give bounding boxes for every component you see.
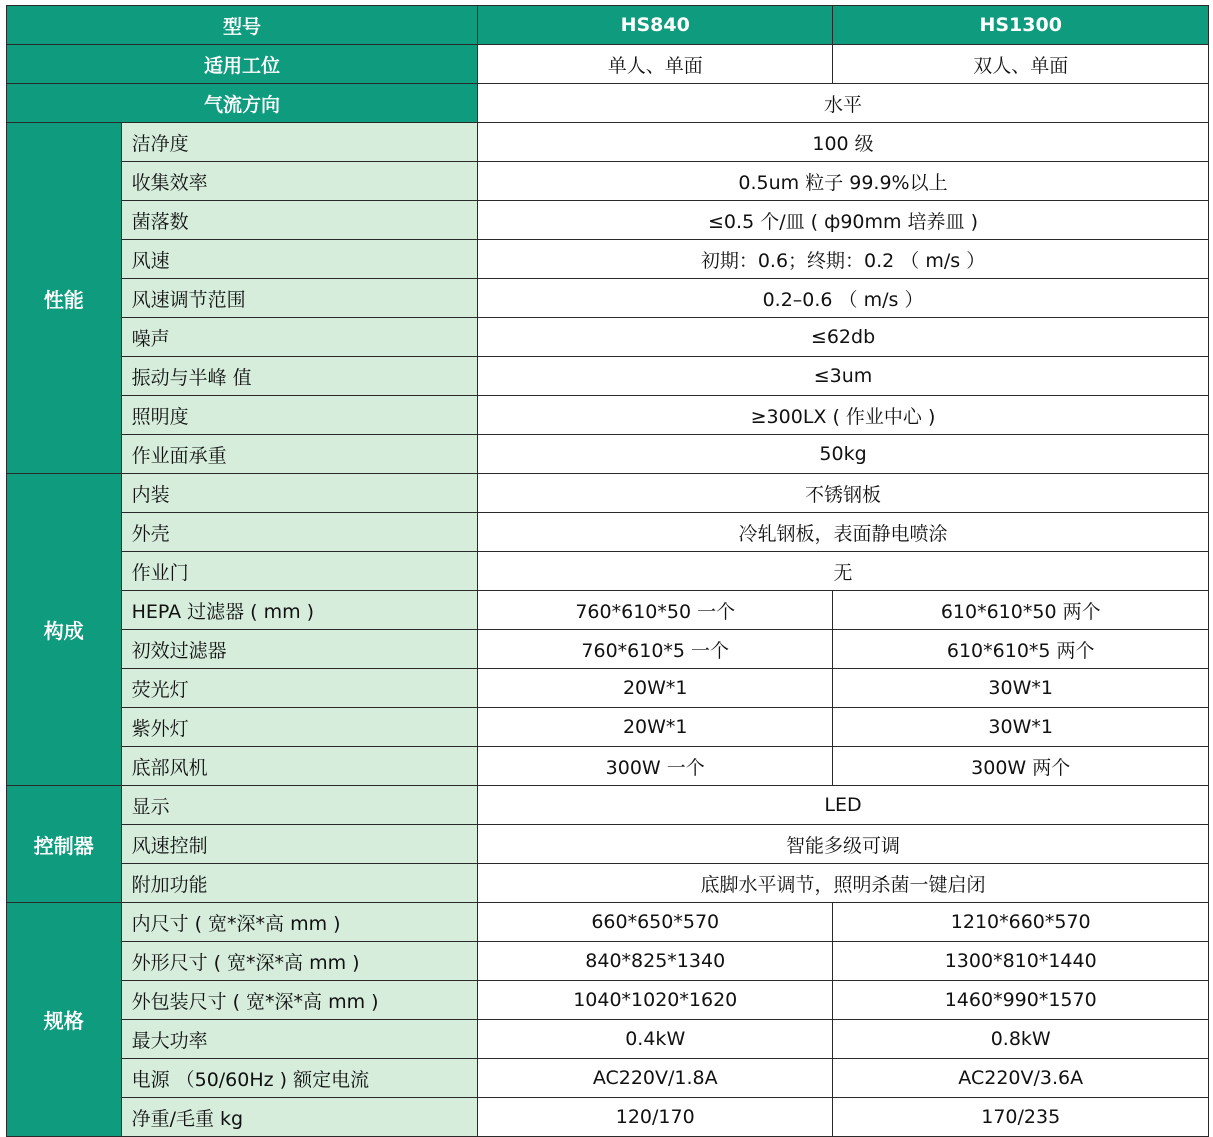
spec-value-hs1300: 1460*990*1570 (833, 981, 1209, 1020)
section-category: 控制器 (7, 786, 122, 903)
spec-label: 风速 (121, 240, 477, 279)
table-row (7, 825, 1209, 864)
model-header-label: 型号 (7, 6, 478, 45)
spec-value-shared: 不锈钢板 (478, 474, 1209, 513)
spec-label: 底部风机 (121, 747, 477, 786)
spec-value-shared: ≥300LX ( 作业中心 ) (478, 396, 1209, 435)
spec-value-shared: LED (478, 786, 1209, 825)
section-category: 构成 (7, 474, 122, 786)
spec-value-hs840: 760*610*5 一个 (478, 630, 833, 669)
table-row (7, 1020, 1209, 1059)
spec-label: 噪声 (121, 318, 477, 357)
spec-value-shared: 初期：0.6；终期：0.2 （ m/s ） (478, 240, 1209, 279)
table-row (7, 240, 1209, 279)
spec-value-hs840: 760*610*50 一个 (478, 591, 833, 630)
spec-value-hs1300: 30W*1 (833, 708, 1209, 747)
table-row (7, 201, 1209, 240)
spec-value-hs840: 120/170 (478, 1098, 833, 1137)
spec-label: 内尺寸 ( 宽*深*高 mm ) (121, 903, 477, 942)
spec-label: 荧光灯 (121, 669, 477, 708)
table-row (7, 942, 1209, 981)
spec-label: 附加功能 (121, 864, 477, 903)
spec-value-hs1300: 0.8kW (833, 1020, 1209, 1059)
spec-value-shared: ≤0.5 个/皿 ( ф90mm 培养皿 ) (478, 201, 1209, 240)
table-row (7, 981, 1209, 1020)
workstation-label: 适用工位 (7, 45, 478, 84)
table-row (7, 903, 1209, 942)
spec-value-shared: 0.2–0.6 （ m/s ） (478, 279, 1209, 318)
spec-label: 收集效率 (121, 162, 477, 201)
table-row (7, 1098, 1209, 1137)
section-category: 性能 (7, 123, 122, 474)
spec-label: 作业面承重 (121, 435, 477, 474)
spec-label: 菌落数 (121, 201, 477, 240)
spec-value-shared: 底脚水平调节，照明杀菌一键启闭 (478, 864, 1209, 903)
table-row (7, 786, 1209, 825)
spec-value-hs840: 1040*1020*1620 (478, 981, 833, 1020)
airflow-value: 水平 (478, 84, 1209, 123)
table-row-model (7, 6, 1209, 45)
table-row (7, 162, 1209, 201)
airflow-label: 气流方向 (7, 84, 478, 123)
spec-label: 外壳 (121, 513, 477, 552)
table-row (7, 747, 1209, 786)
spec-value-shared: 冷轧钢板，表面静电喷涂 (478, 513, 1209, 552)
spec-label: 显示 (121, 786, 477, 825)
table-row (7, 630, 1209, 669)
spec-label: HEPA 过滤器 ( mm ) (121, 591, 477, 630)
table-row (7, 864, 1209, 903)
spec-value-shared: 0.5um 粒子 99.9%以上 (478, 162, 1209, 201)
spec-label: 外包装尺寸 ( 宽*深*高 mm ) (121, 981, 477, 1020)
spec-value-hs1300: 610*610*5 两个 (833, 630, 1209, 669)
spec-value-shared: 无 (478, 552, 1209, 591)
table-row (7, 123, 1209, 162)
table-row (7, 1059, 1209, 1098)
table-row (7, 474, 1209, 513)
spec-label: 外形尺寸 ( 宽*深*高 mm ) (121, 942, 477, 981)
table-row (7, 591, 1209, 630)
spec-value-shared: ≤3um (478, 357, 1209, 396)
spec-value-hs1300: 1300*810*1440 (833, 942, 1209, 981)
spec-value-hs840: 0.4kW (478, 1020, 833, 1059)
workstation-value-hs1300: 双人、单面 (833, 45, 1209, 84)
spec-label: 作业门 (121, 552, 477, 591)
spec-label: 净重/毛重 kg (121, 1098, 477, 1137)
spec-value-hs1300: 170/235 (833, 1098, 1209, 1137)
spec-value-shared: 100 级 (478, 123, 1209, 162)
spec-label: 振动与半峰 值 (121, 357, 477, 396)
spec-table (6, 5, 1209, 1137)
table-row-airflow (7, 84, 1209, 123)
model-hs1300-header: HS1300 (833, 6, 1209, 45)
table-row (7, 513, 1209, 552)
spec-value-hs1300: 300W 两个 (833, 747, 1209, 786)
spec-value-shared: 50kg (478, 435, 1209, 474)
spec-table-body (7, 6, 1209, 1137)
workstation-value-hs840: 单人、单面 (478, 45, 833, 84)
table-row (7, 708, 1209, 747)
spec-label: 内装 (121, 474, 477, 513)
spec-label: 风速调节范围 (121, 279, 477, 318)
spec-value-hs1300: 1210*660*570 (833, 903, 1209, 942)
table-row-workstation (7, 45, 1209, 84)
spec-value-hs840: 300W 一个 (478, 747, 833, 786)
spec-value-shared: ≤62db (478, 318, 1209, 357)
spec-value-shared: 智能多级可调 (478, 825, 1209, 864)
spec-label: 照明度 (121, 396, 477, 435)
table-row (7, 318, 1209, 357)
table-row (7, 435, 1209, 474)
spec-value-hs1300: 30W*1 (833, 669, 1209, 708)
spec-label: 电源 （50/60Hz ) 额定电流 (121, 1059, 477, 1098)
table-row (7, 669, 1209, 708)
model-hs840-header: HS840 (478, 6, 833, 45)
table-row (7, 279, 1209, 318)
spec-value-hs1300: AC220V/3.6A (833, 1059, 1209, 1098)
spec-label: 最大功率 (121, 1020, 477, 1059)
spec-label: 紫外灯 (121, 708, 477, 747)
spec-value-hs840: 660*650*570 (478, 903, 833, 942)
spec-label: 风速控制 (121, 825, 477, 864)
spec-value-hs1300: 610*610*50 两个 (833, 591, 1209, 630)
section-category: 规格 (7, 903, 122, 1137)
spec-value-hs840: 840*825*1340 (478, 942, 833, 981)
spec-value-hs840: AC220V/1.8A (478, 1059, 833, 1098)
table-row (7, 357, 1209, 396)
spec-value-hs840: 20W*1 (478, 669, 833, 708)
spec-label: 洁净度 (121, 123, 477, 162)
spec-label: 初效过滤器 (121, 630, 477, 669)
table-row (7, 396, 1209, 435)
spec-value-hs840: 20W*1 (478, 708, 833, 747)
table-row (7, 552, 1209, 591)
